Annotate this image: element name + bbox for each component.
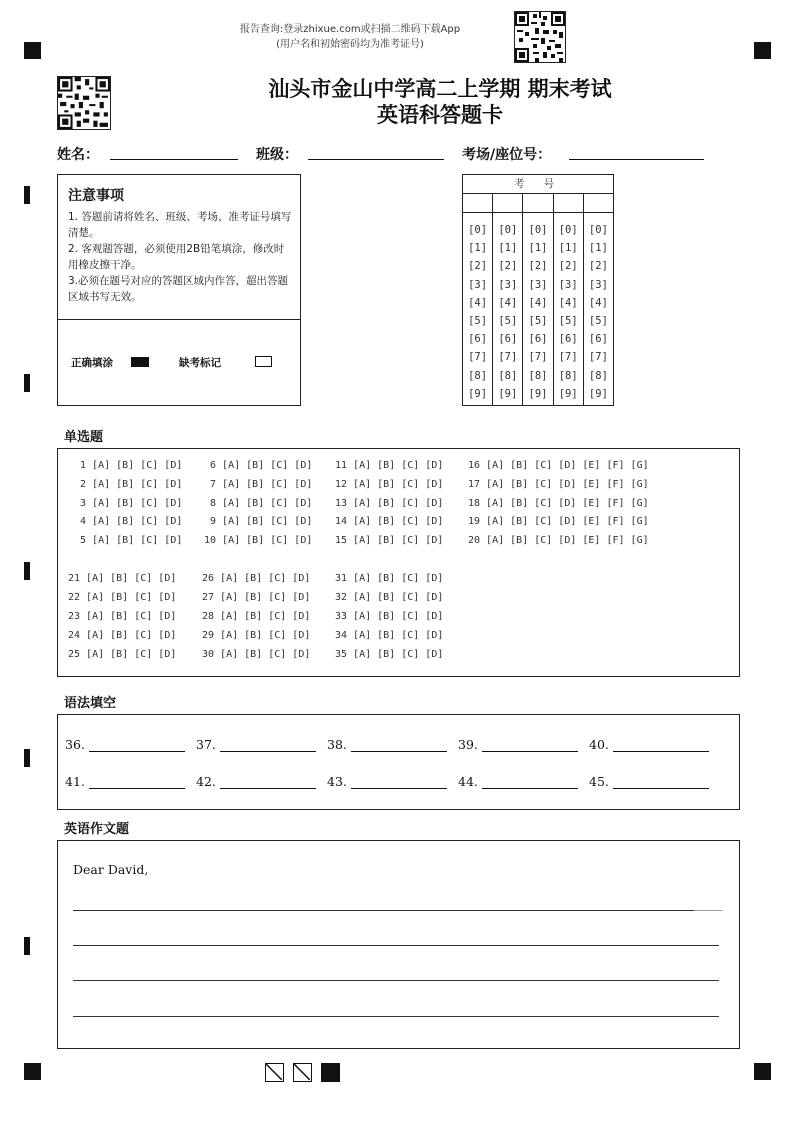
choice-row[interactable]: 29 [A] [B] [C] [D] <box>202 630 311 641</box>
choice-row[interactable]: 16 [A] [B] [C] [D] [E] [F] [G] <box>468 460 649 471</box>
exam-number-write-cell[interactable] <box>523 194 552 213</box>
exam-number-write-cell[interactable] <box>463 194 492 213</box>
choice-row[interactable]: 9 [A] [B] [C] [D] <box>204 516 313 527</box>
choice-row[interactable]: 8 [A] [B] [C] [D] <box>204 498 313 509</box>
digit-bubble[interactable]: [6] <box>528 333 548 346</box>
grammar-fill-box <box>57 714 740 810</box>
digit-bubble[interactable]: [4] <box>498 296 518 309</box>
digit-bubble[interactable]: [9] <box>498 387 518 400</box>
digit-bubble[interactable]: [3] <box>468 278 488 291</box>
side-mark <box>24 562 30 580</box>
side-mark <box>24 186 30 204</box>
choice-row[interactable]: 15 [A] [B] [C] [D] <box>335 535 444 546</box>
sheet-qr-code[interactable] <box>57 76 111 130</box>
choice-row[interactable]: 3 [A] [B] [C] [D] <box>74 498 183 509</box>
digit-bubble[interactable]: [3] <box>588 278 608 291</box>
correct-fill-label: 正确填涂 <box>71 357 113 369</box>
exam-number-column[interactable] <box>493 194 523 406</box>
blank-number: 40. <box>589 737 609 752</box>
notice-item: 1. 答题前请将姓名、班级、考场、准考证号填写清楚。 <box>68 211 292 239</box>
choice-row[interactable]: 2 [A] [B] [C] [D] <box>74 479 183 490</box>
exam-number-grid <box>462 174 614 406</box>
choice-row[interactable]: 13 [A] [B] [C] [D] <box>335 498 444 509</box>
digit-bubble[interactable]: [0] <box>468 224 488 236</box>
digit-bubble[interactable]: [2] <box>558 260 578 273</box>
choice-row[interactable]: 20 [A] [B] [C] [D] [E] [F] [G] <box>468 535 649 546</box>
side-mark <box>24 937 30 955</box>
exam-number-column[interactable] <box>463 194 493 406</box>
choice-row[interactable]: 6 [A] [B] [C] [D] <box>204 460 313 471</box>
exam-number-column[interactable] <box>584 194 613 406</box>
digit-bubble[interactable]: [7] <box>588 351 608 364</box>
sheet-title: 英语科答题卡 <box>377 102 503 127</box>
digit-bubble[interactable]: [4] <box>588 296 608 309</box>
digit-bubble[interactable]: [4] <box>528 296 548 309</box>
choice-row[interactable]: 1 [A] [B] [C] [D] <box>74 460 183 471</box>
choice-row[interactable]: 21 [A] [B] [C] [D] <box>68 573 177 584</box>
digit-bubble[interactable]: [6] <box>588 333 608 346</box>
digit-bubble[interactable]: [0] <box>588 224 608 236</box>
choice-row[interactable]: 32 [A] [B] [C] [D] <box>335 592 444 603</box>
digit-bubble[interactable]: [1] <box>498 242 518 255</box>
digit-bubble[interactable]: [2] <box>468 260 488 273</box>
blank-number: 36. <box>65 737 85 752</box>
app-qr-code[interactable] <box>514 11 566 63</box>
notice-divider <box>58 319 300 320</box>
choice-row[interactable]: 35 [A] [B] [C] [D] <box>335 649 444 660</box>
digit-bubble[interactable]: [3] <box>528 278 548 291</box>
notice-box <box>57 174 301 406</box>
digit-bubble[interactable]: [0] <box>498 224 518 236</box>
choice-row[interactable]: 12 [A] [B] [C] [D] <box>335 479 444 490</box>
answer-blank[interactable] <box>613 788 709 789</box>
choice-row[interactable]: 26 [A] [B] [C] [D] <box>202 573 311 584</box>
choice-row[interactable]: 27 [A] [B] [C] [D] <box>202 592 311 603</box>
single-choice-label: 单选题 <box>64 430 104 445</box>
answer-blank[interactable] <box>89 751 185 752</box>
choice-row[interactable]: 22 [A] [B] [C] [D] <box>68 592 177 603</box>
essay-writing-line[interactable] <box>73 980 719 981</box>
page-marker-box <box>265 1063 284 1082</box>
digit-bubble[interactable]: [4] <box>558 296 578 309</box>
choice-row[interactable]: 11 [A] [B] [C] [D] <box>335 460 444 471</box>
digit-bubble[interactable]: [1] <box>528 242 548 255</box>
digit-bubble[interactable]: [2] <box>588 260 608 273</box>
answer-blank[interactable] <box>220 788 316 789</box>
choice-row[interactable]: 7 [A] [B] [C] [D] <box>204 479 313 490</box>
essay-writing-line[interactable] <box>73 945 719 946</box>
essay-writing-line[interactable] <box>73 1016 719 1017</box>
digit-bubble[interactable]: [6] <box>498 333 518 346</box>
essay-label: 英语作文题 <box>64 822 130 837</box>
answer-blank[interactable] <box>351 751 447 752</box>
seat-label: 考场/座位号： <box>462 147 552 163</box>
digit-bubble[interactable]: [7] <box>528 351 548 364</box>
digit-bubble[interactable]: [9] <box>588 387 608 400</box>
choice-row[interactable]: 34 [A] [B] [C] [D] <box>335 630 444 641</box>
answer-blank[interactable] <box>613 751 709 752</box>
notice-text <box>68 209 294 305</box>
digit-bubble[interactable]: [8] <box>498 369 518 382</box>
blank-number: 42. <box>196 774 216 789</box>
corner-mark-top-right <box>754 42 771 59</box>
correct-fill-sample <box>131 357 149 367</box>
answer-blank[interactable] <box>220 751 316 752</box>
digit-bubble[interactable]: [9] <box>558 387 578 400</box>
name-field[interactable] <box>110 159 238 160</box>
blank-number: 38. <box>327 737 347 752</box>
notice-item: 2. 客观题答题，必须使用2B铅笔填涂，修改时用橡皮擦干净。 <box>68 243 285 271</box>
choice-row[interactable]: 18 [A] [B] [C] [D] [E] [F] [G] <box>468 498 649 509</box>
digit-bubble[interactable]: [8] <box>468 369 488 382</box>
digit-bubble[interactable]: [8] <box>588 369 608 382</box>
absent-mark-label: 缺考标记 <box>179 357 221 369</box>
digit-bubble[interactable]: [5] <box>558 315 578 328</box>
page-marker-filled <box>321 1063 340 1082</box>
seat-field[interactable] <box>569 159 704 160</box>
blank-number: 45. <box>589 774 609 789</box>
corner-mark-top-left <box>24 42 41 59</box>
answer-blank[interactable] <box>351 788 447 789</box>
choice-row[interactable]: 23 [A] [B] [C] [D] <box>68 611 177 622</box>
corner-mark-bottom-right <box>754 1063 771 1080</box>
corner-mark-bottom-left <box>24 1063 41 1080</box>
exam-title: 汕头市金山中学高二上学期 期末考试 <box>268 76 612 101</box>
essay-salutation: Dear David, <box>73 862 149 877</box>
digit-bubble[interactable]: [6] <box>558 333 578 346</box>
digit-bubble[interactable]: [6] <box>468 333 488 346</box>
side-mark <box>24 374 30 392</box>
digit-bubble[interactable]: [2] <box>498 260 518 273</box>
digit-bubble[interactable]: [1] <box>468 242 488 255</box>
notice-item: 3.必须在题号对应的答题区域内作答，超出答题区域书写无效。 <box>68 275 289 303</box>
digit-bubble[interactable]: [7] <box>498 351 518 364</box>
notice-title: 注意事项 <box>68 188 124 204</box>
digit-bubble[interactable]: [0] <box>528 224 548 236</box>
choice-row[interactable]: 30 [A] [B] [C] [D] <box>202 649 311 660</box>
choice-row[interactable]: 4 [A] [B] [C] [D] <box>74 516 183 527</box>
grammar-fill-label: 语法填空 <box>64 696 117 711</box>
digit-bubble[interactable]: [9] <box>468 387 488 400</box>
digit-bubble[interactable]: [7] <box>558 351 578 364</box>
digit-bubble[interactable]: [2] <box>528 260 548 273</box>
digit-bubble[interactable]: [8] <box>558 369 578 382</box>
digit-bubble[interactable]: [4] <box>468 296 488 309</box>
choice-row[interactable]: 28 [A] [B] [C] [D] <box>202 611 311 622</box>
digit-bubble[interactable]: [9] <box>528 387 548 400</box>
digit-bubble[interactable]: [7] <box>468 351 488 364</box>
choice-row[interactable]: 31 [A] [B] [C] [D] <box>335 573 444 584</box>
choice-row[interactable]: 17 [A] [B] [C] [D] [E] [F] [G] <box>468 479 649 490</box>
digit-bubble[interactable]: [1] <box>588 242 608 255</box>
digit-bubble[interactable]: [1] <box>558 242 578 255</box>
exam-number-column[interactable] <box>523 194 553 406</box>
name-label: 姓名： <box>57 147 99 163</box>
digit-bubble[interactable]: [8] <box>528 369 548 382</box>
class-field[interactable] <box>308 159 444 160</box>
choice-row[interactable]: 10 [A] [B] [C] [D] <box>204 535 313 546</box>
choice-row[interactable]: 5 [A] [B] [C] [D] <box>74 535 183 546</box>
exam-number-title: 考 号 <box>463 175 613 194</box>
exam-number-write-cell[interactable] <box>584 194 613 213</box>
class-label: 班级： <box>256 147 298 163</box>
blank-number: 44. <box>458 774 478 789</box>
side-mark <box>24 749 30 767</box>
page-marker-box <box>293 1063 312 1082</box>
digit-bubble[interactable]: [5] <box>498 315 518 328</box>
digit-bubble[interactable]: [3] <box>498 278 518 291</box>
blank-number: 37. <box>196 737 216 752</box>
digit-bubble[interactable]: [5] <box>588 315 608 328</box>
answer-blank[interactable] <box>482 788 578 789</box>
exam-number-write-cell[interactable] <box>493 194 522 213</box>
report-query-subline: (用户名和初始密码均为准考证号) <box>276 39 424 50</box>
choice-row[interactable]: 33 [A] [B] [C] [D] <box>335 611 444 622</box>
essay-line-overflow <box>694 910 722 911</box>
report-query-note <box>200 22 500 52</box>
page-title <box>200 76 680 128</box>
answer-blank[interactable] <box>89 788 185 789</box>
blank-number: 39. <box>458 737 478 752</box>
digit-bubble[interactable]: [5] <box>528 315 548 328</box>
answer-blank[interactable] <box>482 751 578 752</box>
choice-row[interactable]: 14 [A] [B] [C] [D] <box>335 516 444 527</box>
exam-number-write-cell[interactable] <box>554 194 583 213</box>
exam-number-column[interactable] <box>554 194 584 406</box>
choice-row[interactable]: 19 [A] [B] [C] [D] [E] [F] [G] <box>468 516 649 527</box>
report-query-line: 报告查询:登录zhixue.com或扫描二维码下载App <box>239 24 461 35</box>
digit-bubble[interactable]: [3] <box>558 278 578 291</box>
absent-mark-box[interactable] <box>255 356 272 367</box>
essay-writing-line[interactable] <box>73 910 719 911</box>
digit-bubble[interactable]: [5] <box>468 315 488 328</box>
blank-number: 41. <box>65 774 85 789</box>
blank-number: 43. <box>327 774 347 789</box>
choice-row[interactable]: 25 [A] [B] [C] [D] <box>68 649 177 660</box>
digit-bubble[interactable]: [0] <box>558 224 578 236</box>
choice-row[interactable]: 24 [A] [B] [C] [D] <box>68 630 177 641</box>
